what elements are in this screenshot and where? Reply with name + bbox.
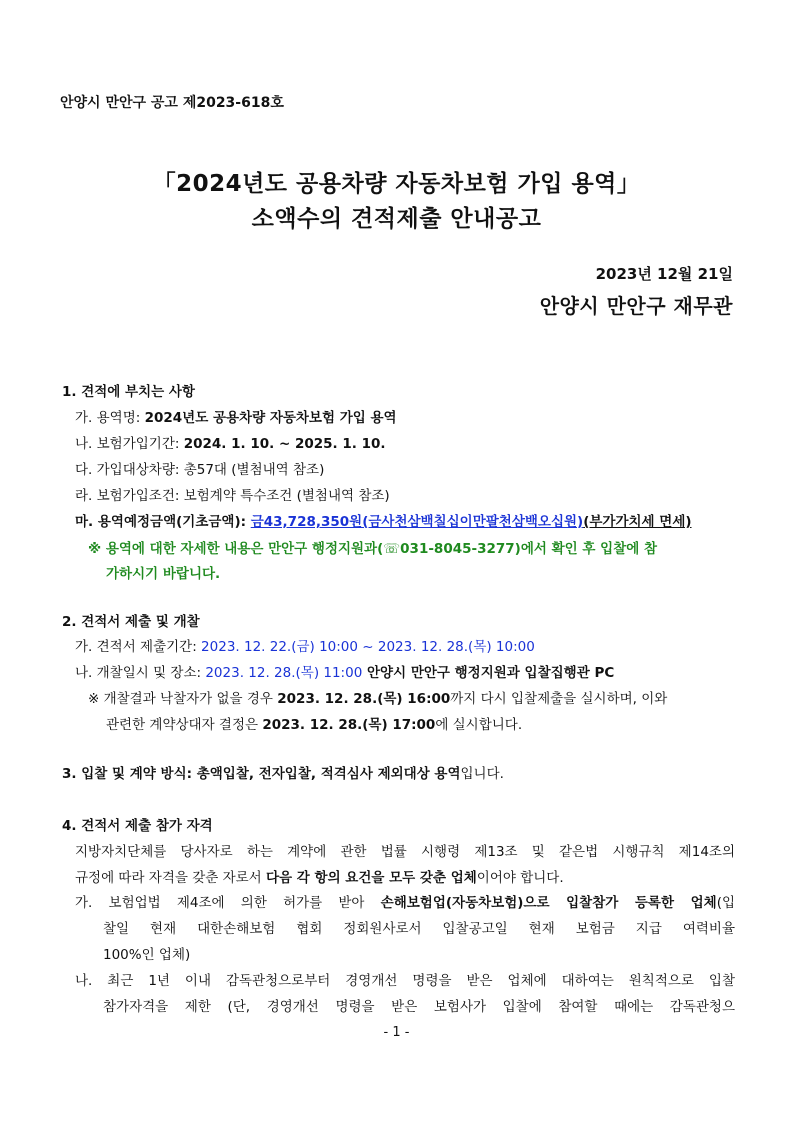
s4-ga-text: 가. 보험업법 제4조에 의한 허가를 받아 (75, 895, 381, 911)
s2-na-time: 2023. 12. 28.(목) 11:00 (205, 665, 363, 681)
s2-note2-text: 관련한 계약상대자 결정은 (106, 717, 263, 733)
s2-na-label: 나. 개찰일시 및 장소: (75, 665, 206, 681)
s2-note2-tail: 에 실시합니다. (435, 717, 523, 733)
s4-item-na-line-2: 참가자격을 제한 (단, 경영개선 명령을 받은 보험사가 입찰에 참여할 때에는 감독관청으 (103, 999, 735, 1015)
s1-ga-value: 2024년도 공용차량 자동차보험 가입 용역 (144, 410, 397, 426)
s2-note2-time: 2023. 12. 28.(목) 17:00 (262, 717, 436, 733)
s4-ga-tail: (입 (716, 895, 735, 911)
section-1-heading: 1. 견적에 부치는 사항 (62, 384, 195, 400)
s4-item-ga-line-3: 100%인 업체) (103, 947, 191, 963)
s4-para-tail: 이어야 합니다. (476, 870, 564, 886)
s2-ga-value: 2023. 12. 22.(금) 10:00 ~ 2023. 12. 28.(목) 10:00 (201, 639, 535, 655)
s1-ga-label: 가. 용역명: (75, 410, 145, 426)
s2-note-line-2 (106, 716, 522, 734)
s2-item-na (75, 664, 614, 682)
s4-item-na-line-1: 나. 최근 1년 이내 감독관청으로부터 경영개선 명령을 받은 업체에 대하여는 원칙적으로 입찰 (75, 973, 735, 989)
s1-note-line-1: ※ 용역에 대한 자세한 내용은 만안구 행정지원과(☏031-8045-3277)에서 확인 후 입찰에 참 (88, 541, 658, 557)
s4-item-ga-line-1 (75, 894, 735, 912)
title-line-2: 소액수의 견적제출 안내공고 (251, 206, 542, 232)
notice-number: 안양시 만안구 공고 제2023-618호 (60, 95, 284, 111)
s4-para-emphasis: 다음 각 항의 요건을 모두 갖춘 업체 (266, 870, 477, 886)
section-3-tail: 입니다. (460, 766, 504, 782)
s1-item-ga (75, 409, 397, 427)
s1-na-value: 2024. 1. 10. ~ 2025. 1. 10. (183, 436, 386, 452)
page-number: - 1 - (383, 1025, 410, 1040)
notice-date: 2023년 12월 21일 (595, 265, 733, 283)
s2-note1-time: 2023. 12. 28.(목) 16:00 (277, 691, 451, 707)
title-line-1: 「2024년도 공용차량 자동차보험 가입 용역」 (152, 171, 641, 197)
s1-ma-label: 마. 용역예정금액(기초금액): (75, 514, 251, 530)
s4-item-ga-line-2: 찰일 현재 대한손해보험 협회 정회원사로서 입찰공고일 현재 보험금 지급 여력비율 (103, 921, 735, 937)
s1-item-da: 다. 가입대상차량: 총57대 (별첨내역 참조) (75, 462, 325, 478)
section-4-heading: 4. 견적서 제출 참가 자격 (62, 818, 213, 834)
s1-item-ra: 라. 보험가입조건: 보험계약 특수조건 (별첨내역 참조) (75, 488, 390, 504)
s2-note1-text: ※ 개찰결과 낙찰자가 없을 경우 (88, 691, 278, 707)
s1-note-line-2: 가하시기 바랍니다. (106, 566, 221, 582)
s1-ma-amount: 금43,728,350원(금사천삼백칠십이만팔천삼백오십원) (250, 514, 584, 530)
s4-ga-emphasis: 손해보험업(자동차보험)으로 입찰참가 등록한 업체 (380, 895, 717, 911)
s4-para-line-1: 지방자치단체를 당사자로 하는 계약에 관한 법률 시행령 제13조 및 같은법 시행규칙 제14조의 (75, 844, 735, 860)
s4-para-text: 규정에 따라 자격을 갖춘 자로서 (75, 870, 266, 886)
section-2-heading: 2. 견적서 제출 및 개찰 (62, 614, 200, 630)
section-3-heading: 3. 입찰 및 계약 방식: (62, 766, 197, 782)
issuer: 안양시 만안구 재무관 (539, 294, 733, 318)
s1-item-na (75, 435, 386, 453)
s2-item-ga (75, 638, 535, 656)
s4-para-line-2 (75, 869, 564, 887)
s1-item-ma (75, 513, 692, 531)
section-3 (62, 765, 504, 783)
s1-na-label: 나. 보험가입기간: (75, 436, 184, 452)
s2-note1-tail: 까지 다시 입찰제출을 실시하며, 이와 (450, 691, 668, 707)
s2-note-line-1 (88, 690, 667, 708)
section-3-value: 총액입찰, 전자입찰, 적격심사 제외대상 용역 (196, 766, 461, 782)
s1-ma-tail: (부가가치세 면세) (583, 514, 692, 530)
s2-ga-label: 가. 견적서 제출기간: (75, 639, 202, 655)
s2-na-place: 안양시 만안구 행정지원과 입찰집행관 PC (362, 665, 615, 681)
